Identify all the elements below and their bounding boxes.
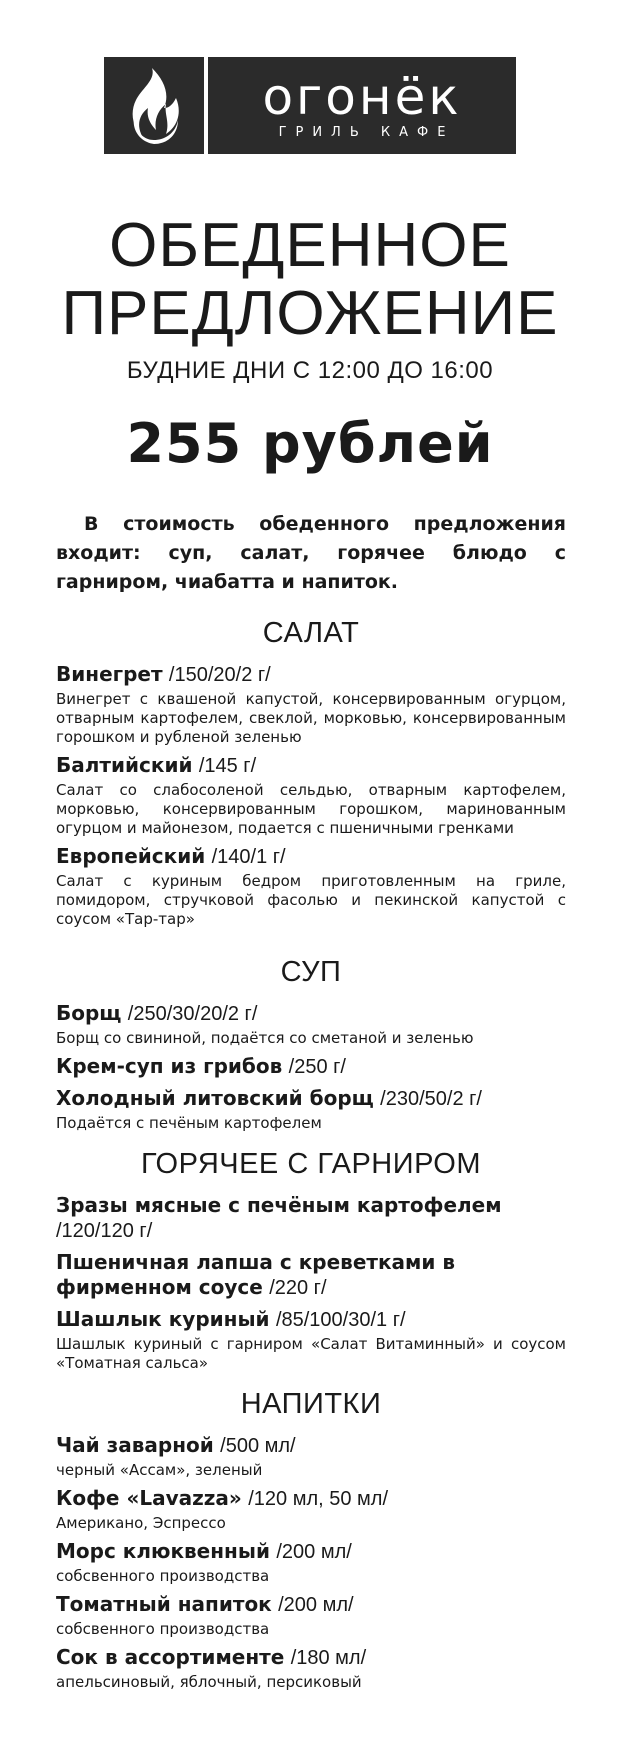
- menu-item-description: черный «Ассам», зеленый: [56, 1461, 263, 1479]
- menu-item: [56, 1086, 566, 1133]
- menu-item-name: Крем-суп из грибов: [56, 1054, 283, 1078]
- menu-item-name: Холодный литовский борщ: [56, 1086, 374, 1110]
- menu-item-portion: /150/20/2 г/: [168, 664, 271, 686]
- menu-item-description: Подаётся с печёным картофелем: [56, 1114, 322, 1132]
- menu-item-name: Европейский: [56, 844, 206, 868]
- menu-item-name: Пшеничная лапша с креветками в фирменном соусе: [56, 1250, 456, 1299]
- menu-item-heading: [56, 1645, 566, 1671]
- section-hot: [56, 1147, 566, 1379]
- menu-item-portion: /85/100/30/1 г/: [275, 1309, 406, 1331]
- menu-item-name: Сок в ассортименте: [56, 1645, 285, 1669]
- menu-item-heading: [56, 1054, 566, 1080]
- menu-item-heading: [56, 1486, 566, 1512]
- menu-item-name: Томатный напиток: [56, 1592, 272, 1616]
- menu-item-portion: /120 мл, 50 мл/: [248, 1488, 389, 1510]
- menu-item-portion: /500 мл/: [220, 1435, 296, 1457]
- menu-item-name: Зразы мясные с печёным картофелем: [56, 1193, 502, 1217]
- menu-item: [56, 1250, 566, 1301]
- menu-item-description: собсвенного производства: [56, 1567, 270, 1585]
- menu-item-heading: [56, 1193, 566, 1244]
- menu-item-description: апельсиновый, яблочный, персиковый: [56, 1673, 362, 1691]
- page-title: [0, 212, 620, 348]
- menu-item: [56, 1001, 566, 1048]
- section-salad: [56, 616, 566, 935]
- menu-item-heading: [56, 1001, 566, 1027]
- section-title: САЛАТ: [262, 617, 360, 649]
- menu-item-heading: [56, 1592, 566, 1618]
- menu-item-portion: /230/50/2 г/: [380, 1088, 482, 1110]
- menu-item: [56, 1592, 566, 1639]
- menu-item-heading: [56, 1086, 566, 1112]
- menu-item-description: собсвенного производства: [56, 1620, 270, 1638]
- menu-item: [56, 844, 566, 929]
- menu-item-description: Винегрет с квашеной капустой, консервированным огурцом, отварным картофелем, свеклой, морковью, консервированным горошком и рубленой зеленью: [56, 690, 566, 746]
- menu-item-name: Борщ: [56, 1001, 122, 1025]
- section-title: ГОРЯЧЕЕ С ГАРНИРОМ: [140, 1148, 481, 1180]
- menu-item-name: Морс клюквенный: [56, 1539, 270, 1563]
- menu-item: [56, 1486, 566, 1533]
- menu-item-portion: /250 г/: [288, 1056, 346, 1078]
- logo: [104, 57, 516, 154]
- menu-item-portion: /200 мл/: [278, 1594, 354, 1616]
- logo-text: [208, 57, 516, 154]
- menu-item-portion: /250/30/20/2 г/: [127, 1003, 258, 1025]
- title-line-2: ПРЕДЛОЖЕНИЕ: [61, 279, 559, 348]
- menu-item: [56, 1307, 566, 1373]
- menu-item-portion: /140/1 г/: [211, 846, 286, 868]
- menu-item: [56, 1054, 566, 1080]
- menu-item-portion: /145 г/: [198, 755, 257, 777]
- section-title: НАПИТКИ: [240, 1388, 382, 1420]
- intro-text: В стоимость обеденного предложения входит: суп, салат, горячее блюдо с гарниром, чиабатта и напиток.: [56, 513, 566, 593]
- menu-item-name: Шашлык куриный: [56, 1307, 270, 1331]
- menu-item-description: Американо, Эспрессо: [56, 1514, 226, 1532]
- menu-item: [56, 662, 566, 747]
- menu-item-portion: /220 г/: [269, 1277, 327, 1299]
- section-soup: [56, 955, 566, 1139]
- menu-item-portion: /200 мл/: [276, 1541, 352, 1563]
- logo-subtitle: ГРИЛЬ КАФЕ: [278, 125, 455, 140]
- menu-item-heading: [56, 1433, 566, 1459]
- menu-item-name: Балтийский: [56, 753, 193, 777]
- menu-item-heading: [56, 753, 566, 779]
- serving-hours: БУДНИЕ ДНИ С 12:00 ДО 16:00: [126, 357, 494, 384]
- menu-item-description: Салат со слабосоленой сельдью, отварным картофелем, морковью, консервированным горошком, маринованным огурцом и майонезом, подается с пшеничными гренками: [56, 781, 566, 837]
- menu-item-description: Шашлык куриный с гарниром «Салат Витаминный» и соусом «Томатная сальса»: [56, 1335, 566, 1372]
- menu-item-portion: /180 мл/: [290, 1647, 367, 1669]
- menu-item-name: Винегрет: [56, 662, 163, 686]
- menu-item-heading: [56, 844, 566, 870]
- menu-item-heading: [56, 1307, 566, 1333]
- menu-item: [56, 1433, 566, 1480]
- menu-item-heading: [56, 1250, 566, 1301]
- menu-item-description: Салат с куриным бедром приготовленным на гриле, помидором, стручковой фасолью и пекинской капустой с соусом «Тар-тар»: [56, 872, 566, 928]
- flame-icon: [104, 57, 204, 154]
- section-drinks: [56, 1387, 566, 1698]
- menu-item-heading: [56, 1539, 566, 1565]
- price: 255 рублей: [126, 412, 494, 475]
- menu-item-heading: [56, 662, 566, 688]
- menu-item: [56, 1539, 566, 1586]
- menu-item-name: Чай заварной: [56, 1433, 214, 1457]
- menu-item: [56, 753, 566, 838]
- menu-item: [56, 1645, 566, 1692]
- menu-item-description: Борщ со свининой, подаётся со сметаной и зеленью: [56, 1029, 474, 1047]
- section-title: СУП: [280, 956, 342, 988]
- menu-item-portion: /120/120 г/: [56, 1220, 153, 1242]
- menu-item-name: Кофе «Lavazza»: [56, 1486, 242, 1510]
- title-line-1: ОБЕДЕННОЕ: [109, 211, 511, 280]
- logo-name: огонёк: [262, 68, 462, 126]
- menu-item: [56, 1193, 566, 1244]
